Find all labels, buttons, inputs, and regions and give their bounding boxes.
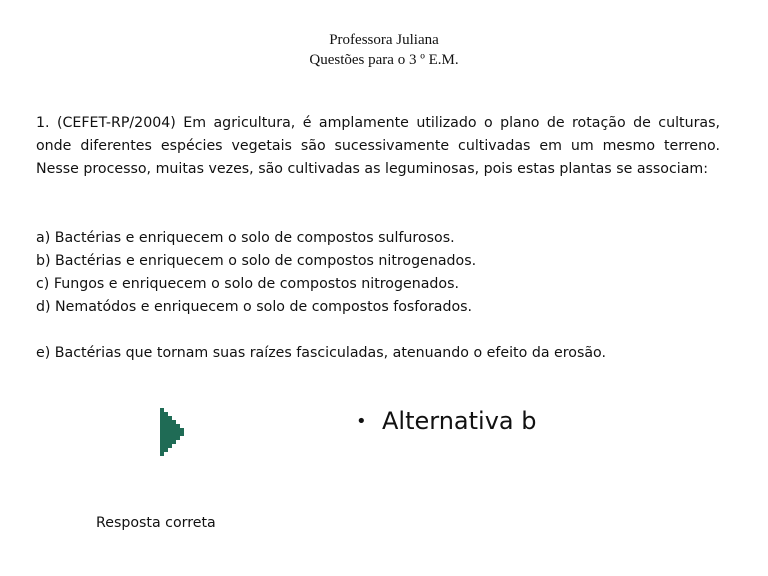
answer-text: Alternativa b [382,407,537,435]
option-c: c) Fungos e enriquecem o solo de compostos nitrogenados. [36,276,459,292]
option-e: e) Bactérias que tornam suas raízes fasciculadas, atenuando o efeito da erosão. [36,345,606,361]
correct-answer-label: Resposta correta [96,515,216,531]
play-arrow-icon[interactable] [160,408,188,456]
slide-subtitle: Questões para o 3 º E.M. [309,52,459,68]
option-d: d) Nematódos e enriquecem o solo de compostos fosforados. [36,299,473,315]
option-b: b) Bactérias e enriquecem o solo de compostos nitrogenados. [36,253,477,269]
question-text: 1. (CEFET-RP/2004) Em agricultura, é amplamente utilizado o plano de rotação de culturas, onde diferentes espécies vegetais são sucessivamente cultivadas em um mesmo terreno. Nesse processo, muitas vezes, são cultivadas as leguminosas, pois estas plantas se associam: [36,115,720,177]
slide-header [0,30,768,70]
teacher-name: Professora Juliana [329,32,439,48]
answer-options [36,227,736,365]
bullet-marker: • [356,411,367,432]
answer-bullet-item [356,404,536,439]
option-a: a) Bactérias e enriquecem o solo de compostos sulfurosos. [36,230,455,246]
